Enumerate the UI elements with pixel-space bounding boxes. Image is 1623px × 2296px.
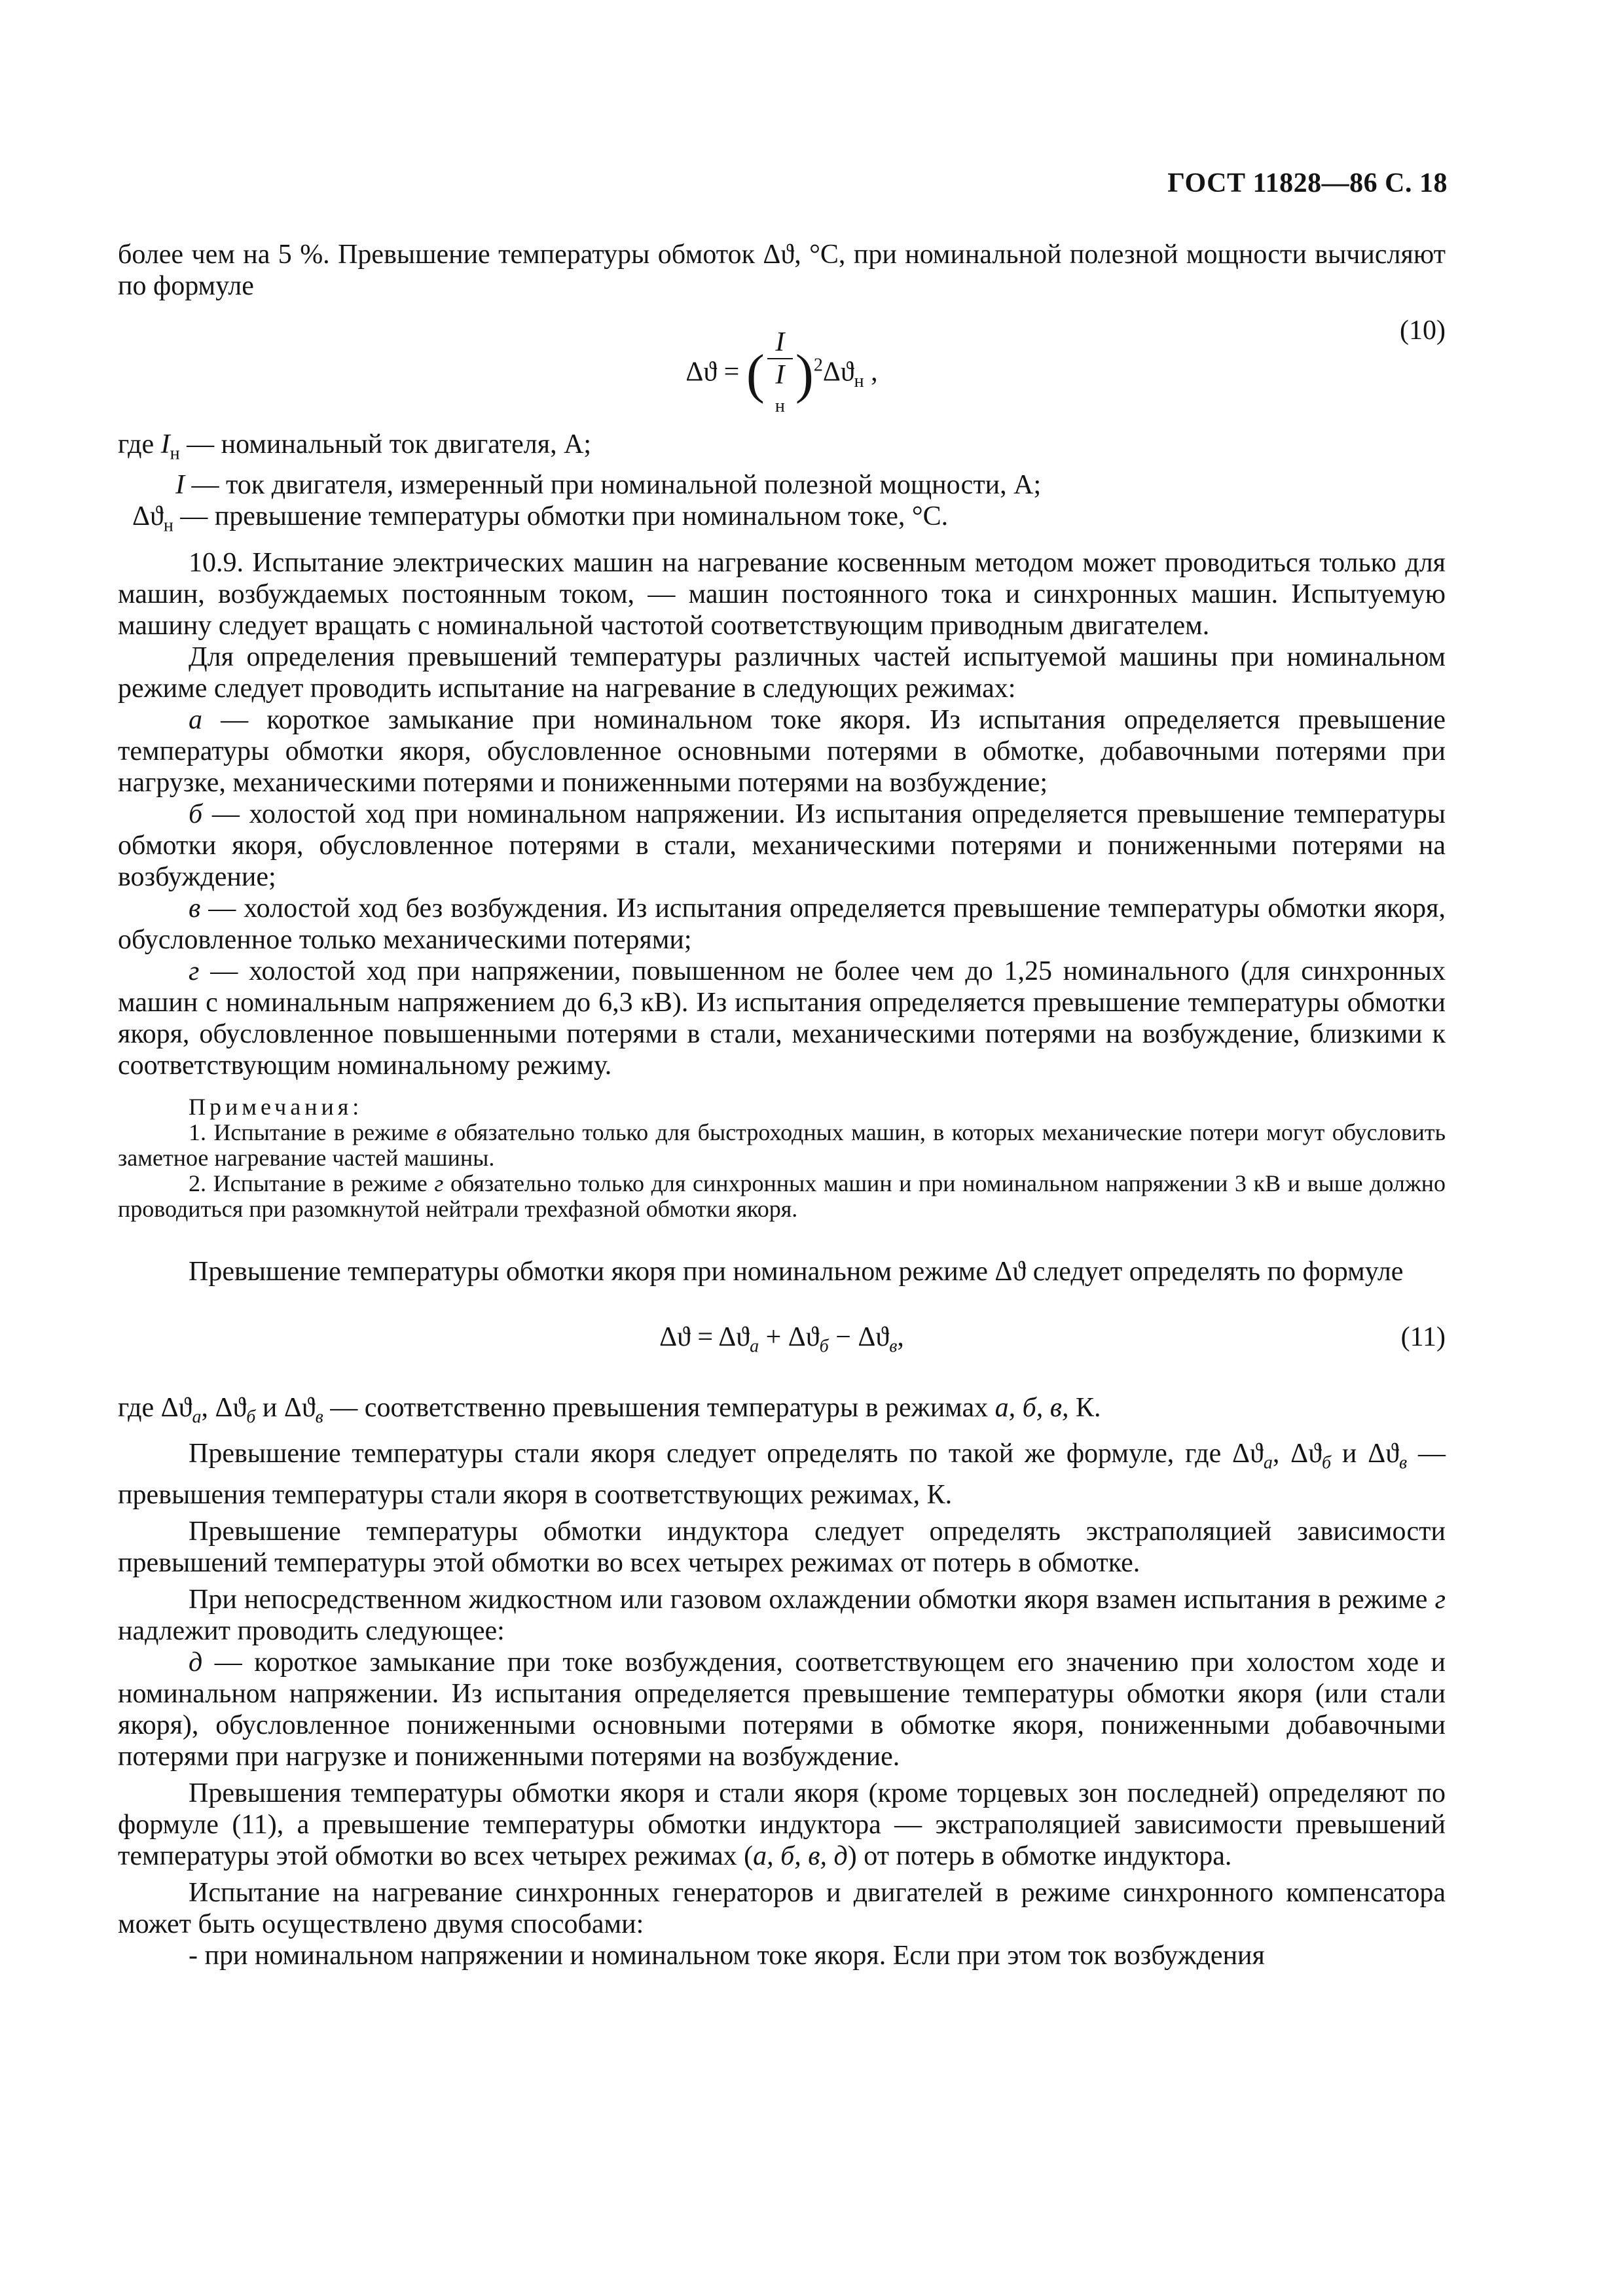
formula-10-power: 2	[813, 355, 823, 376]
mode-item: г — холостой ход при напряжении, повышенном не более чем до 1,25 номинального (для синхронных машин с номинальным напряжением до 6,3 кВ). Из испытания определяется превышение температуры обмотки якоря, обусловленное повышенными потерями в стали, механическими потерями на возбуждение, близкими к соответствующим номинальному режиму.	[118, 956, 1446, 1081]
formula-11-intro: Превышение температуры обмотки якоря при номинальном режиме Δϑ следует определять по формуле	[189, 1256, 1404, 1287]
clause-10-9: 10.9. Испытание электрических машин на нагревание косвенным методом может проводиться только для машин, возбуждаемых постоянным током, — машин постоянного тока и синхронных машин. Испытуемую машину следует вращать с номинальной частотой соответствующим приводным двигателем.	[118, 547, 1446, 641]
mode-item: а — короткое замыкание при номинальном токе якоря. Из испытания определяется превышение температуры обмотки якоря, обусловленное основными потерями в обмотке, добавочными потерями при нагрузке, механическими потерями и пониженными потерями на возбуждение;	[118, 704, 1446, 798]
formula-10-number: (10)	[1400, 315, 1446, 346]
mode-item: в — холостой ход без возбуждения. Из испытания определяется превышение температуры обмотки якоря, обусловленное только механическими потерями;	[118, 893, 1446, 955]
steel-paragraph: Превышение температуры стали якоря следует определять по такой же формуле, где $\Delta ϑ_а$, $\Delta ϑ_б$ и $\Delta ϑ_в$ — превышения температуры стали якоря в соответствующих режимах, К.	[118, 1439, 1446, 1510]
formula-10-rhs: Δϑ	[822, 357, 854, 387]
formula-10-tail: ,	[864, 357, 878, 387]
note-1: 1. Испытание в режиме в обязательно только для быстроходных машин, в которых механические потери могут обусловить заметное нагревание частей машины.	[118, 1119, 1446, 1171]
mode-item: б — холостой ход при номинальном напряжении. Из испытания определяется превышение температуры обмотки якоря, обусловленное потерями в стали, механическими потерями и пониженными потерями на возбуждение;	[118, 798, 1446, 892]
direct-cooling-paragraph: При непосредственном жидкостном или газовом охлаждении обмотки якоря взамен испытания в режиме г надлежит проводить следующее:	[118, 1584, 1446, 1646]
legend-row: где $I_н$ — номинальный ток двигателя, А;	[118, 429, 592, 464]
last-line: - при номинальном напряжении и номинальном токе якоря. Если при этом ток возбуждения	[189, 1940, 1265, 1971]
formula-10-fraction	[767, 327, 793, 422]
formula-10-legend	[118, 429, 1446, 542]
formula-10-lhs: Δϑ =	[685, 357, 740, 387]
formula-11-number: (11)	[1400, 1321, 1446, 1352]
page-body	[118, 239, 1446, 1971]
exceed-paragraph: Превышения температуры обмотки якоря и стали якоря (кроме торцевых зон последней) определяют по формуле (11), а превышение температуры обмотки индуктора — экстраполяцией зависимости превышений температуры этой обмотки во всех четырех режимах (а, б, в, д) от потерь в обмотке индуктора.	[118, 1778, 1446, 1871]
formula-11-legend: где $\Delta ϑ_а$, $\Delta ϑ_б$ и $\Delta ϑ_в$ — соответственно превышения температуры в режимах а, б, в, К.	[118, 1392, 1101, 1427]
formula-10-close-paren: )	[795, 344, 814, 404]
page-header: ГОСТ 11828—86 С. 18	[1167, 168, 1448, 198]
formula-11	[118, 1315, 1446, 1365]
formula-10-expression	[118, 327, 1446, 422]
note-2: 2. Испытание в режиме г обязательно только для синхронных машин и при номинальном напряжении 3 кВ и выше должно проводиться при разомкнутой нейтрали трехфазной обмотки якоря.	[118, 1170, 1446, 1222]
legend-row: I — ток двигателя, измеренный при номинальной полезной мощности, А;	[175, 470, 1042, 501]
notes-block	[118, 1094, 1446, 1222]
modes-intro: Для определения превышений температуры различных частей испытуемой машины при номинальном режиме следует проводить испытание на нагревание в следующих режимах:	[118, 641, 1446, 704]
formula-11-expression: $\Delta ϑ = \Delta ϑ_а + \Delta ϑ_б - \Delta ϑ_в$,	[659, 1321, 904, 1357]
synchronous-paragraph: Испытание на нагревание синхронных генераторов и двигателей в режиме синхронного компенсатора может быть осуществлено двумя способами:	[118, 1877, 1446, 1939]
formula-10-denominator: I	[775, 360, 785, 390]
notes-title: Примечания:	[189, 1093, 363, 1120]
formula-10-open-paren: (	[746, 344, 765, 404]
mode-d-item: д — короткое замыкание при токе возбуждения, соответствующем его значению при холостом ходе и номинальном напряжении. Из испытания определяется превышение температуры обмотки якоря (или стали якоря), обусловленное пониженными основными потерями в обмотке якоря, пониженными добавочными потерями при нагрузке и пониженными потерями на возбуждение.	[118, 1647, 1446, 1772]
formula-10-rhs-sub: н	[854, 371, 864, 392]
intro-paragraph: более чем на 5 %. Превышение температуры обмоток Δϑ, °С, при номинальной полезной мощности вычисляют по формуле	[118, 240, 1446, 301]
inductor-paragraph: Превышение температуры обмотки индуктора следует определять экстраполяцией зависимости превышений температуры этой обмотки во всех четырех режимах от потерь в обмотке.	[118, 1516, 1446, 1578]
legend-row: $\Delta ϑ_н$ — превышение температуры обмотки при номинальном токе, °С.	[132, 501, 949, 536]
formula-10-denominator-sub: н	[775, 396, 785, 416]
formula-10-numerator: I	[775, 327, 785, 357]
formula-10	[118, 314, 1446, 416]
